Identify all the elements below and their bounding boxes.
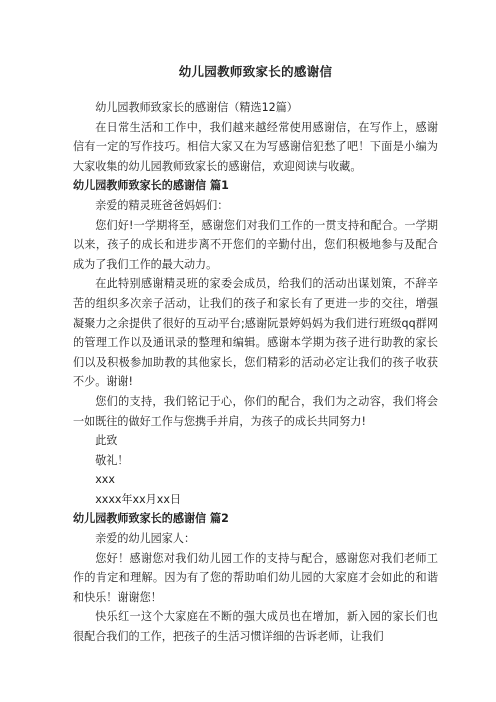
closing-line: 敬礼！: [95, 453, 129, 467]
intro-paragraph: 在日常生活和工作中，我们越来越经常使用感谢信，在写作上，感谢信有一定的写作技巧。相信大家又在为写感谢信犯愁了吧！下面是小编为大家收集的幼儿园教师致家长的感谢信，欢迎阅读与收藏。: [73, 120, 438, 173]
body-paragraph: 您好！感谢您对我们幼儿园工作的支持与配合，感谢您对我们老师工作的肯定和理解。因为有了您的帮助咱们幼儿园的大家庭才会如此的和谐和快乐！谢谢您！: [73, 551, 438, 604]
closing-line: 此致: [95, 434, 118, 448]
body-paragraph: 您们的支持，我们铭记于心，你们的配合，我们为之动容，我们将会一如既往的做好工作与您携手并肩，为孩子的成长共同努力!: [73, 394, 438, 428]
signature: xxx: [95, 473, 115, 487]
body-paragraph: 您们好!一学期将至，感谢您们对我们工作的一贯支持和配合。一学期以来，孩子的成长和进步离不开您们的辛勤付出，您们积极地参与及配合成为了我们工作的最大动力。: [73, 218, 438, 271]
salutation-2: 亲爱的幼儿园家人：: [95, 532, 196, 546]
body-paragraph: 快乐红一这个大家庭在不断的强大成员也在增加，新入园的家长们也很配合我们的工作，把孩子的生活习惯详细的告诉老师，让我们: [73, 610, 438, 644]
body-paragraph: 在此特别感谢精灵班的家委会成员，给我们的活动出谋划策，不辞辛苦的组织多次亲子活动，让我们的孩子和家长有了更进一步的交往，增强凝聚力之余提供了很好的互动平台;感谢阮景婷妈妈为我们进行班级qq群网的管理工作以及通讯录的整理和编辑。感谢本学期为孩子进行助教的家长们以及积极参加助教的其他家长，您们精彩的活动必定让我们的孩子收获不少。谢谢!: [73, 277, 438, 389]
salutation-1: 亲爱的精灵班爸爸妈妈们：: [95, 198, 229, 212]
document-subtitle: 幼儿园教师致家长的感谢信（精选12篇）: [95, 101, 298, 114]
date-line: xxxx年xx月xx日: [95, 492, 181, 506]
document-title: 幼儿园教师致家长的感谢信: [178, 64, 333, 79]
section-heading-1: 幼儿园教师致家长的感谢信 篇1: [73, 179, 229, 193]
section-heading-2: 幼儿园教师致家长的感谢信 篇2: [73, 512, 229, 526]
